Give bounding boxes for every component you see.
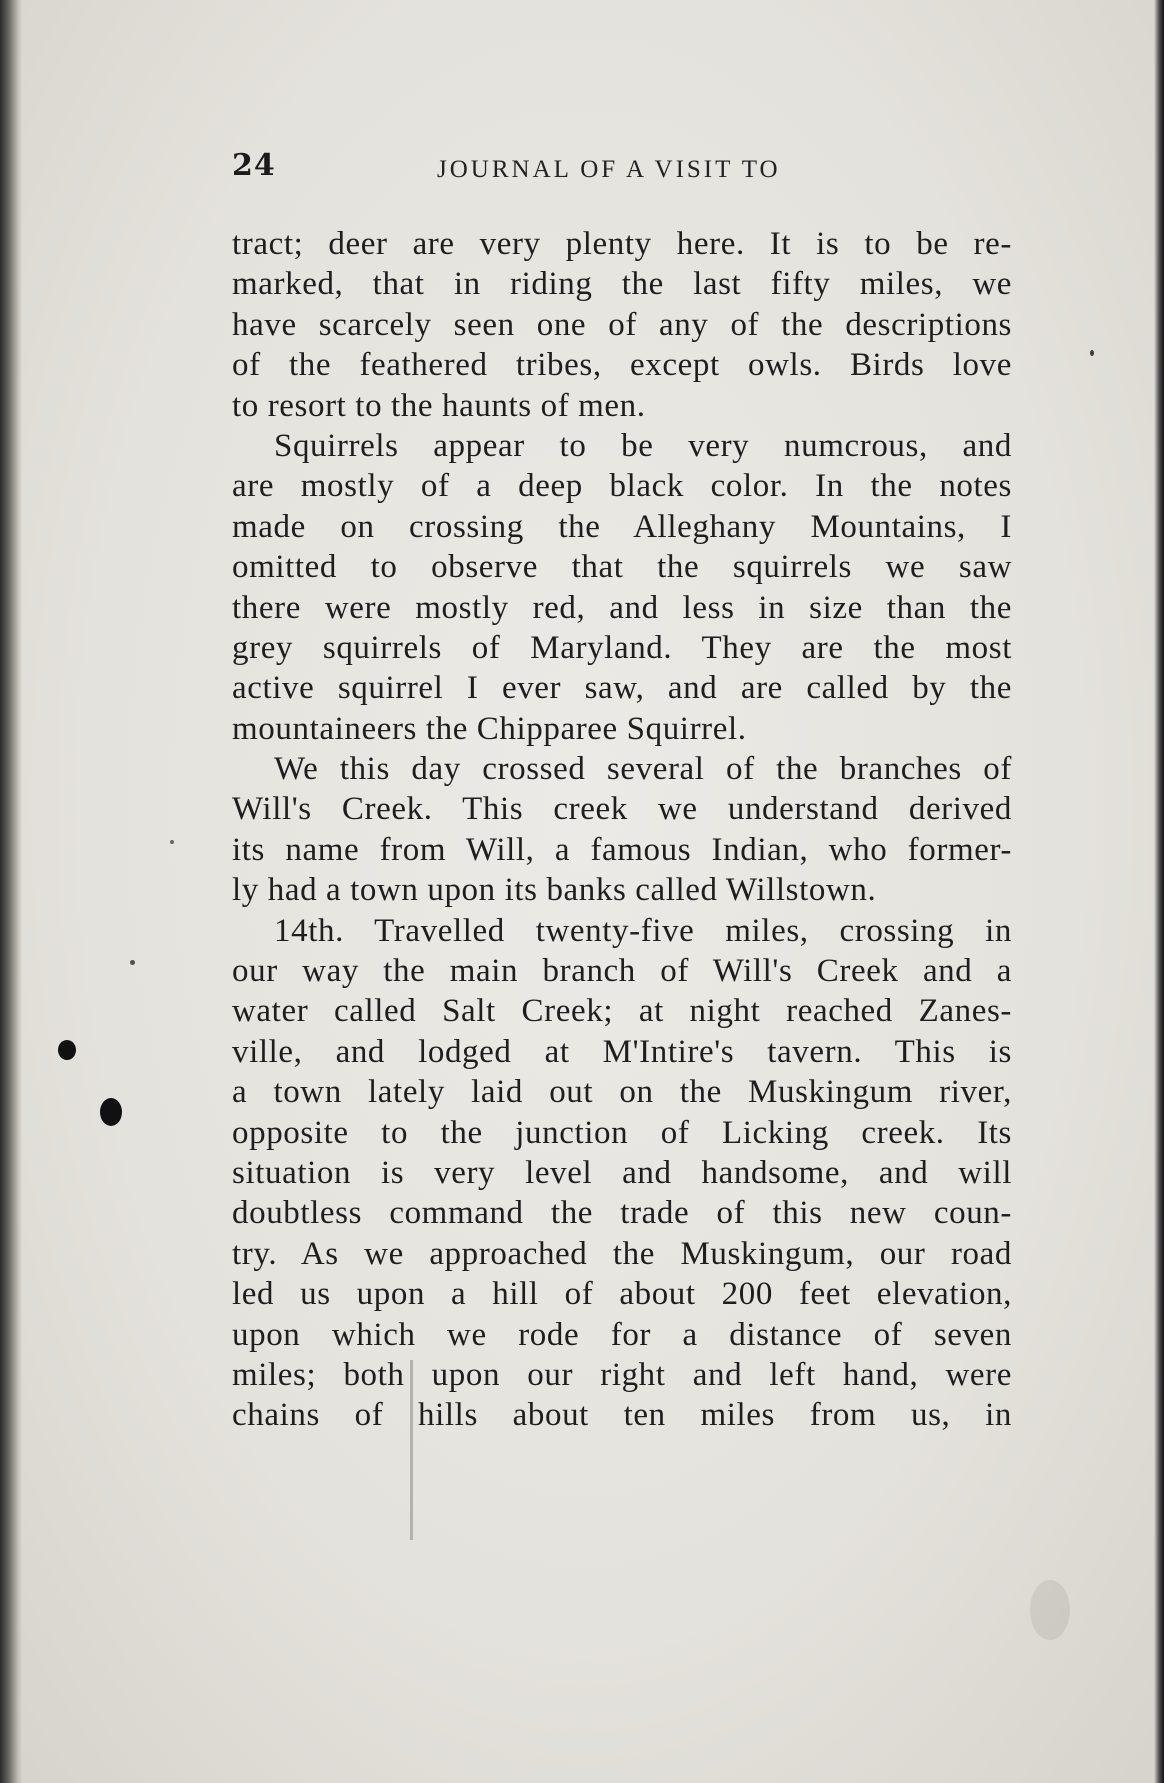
ink-spot xyxy=(100,1098,122,1126)
text-line: chains of hills about ten miles from us, in xyxy=(232,1397,1012,1434)
text-line: are mostly of a deep black color. In the notes xyxy=(232,468,1012,505)
text-line: grey squirrels of Maryland. They are the most xyxy=(232,629,1012,666)
text-line: opposite to the junction of Licking creek. Its xyxy=(232,1114,1012,1151)
paper-stain xyxy=(1030,1580,1070,1640)
text-line: of the feathered tribes, except owls. Birds love xyxy=(232,347,1012,384)
text-line: ly had a town upon its banks called Willstown. xyxy=(232,872,877,909)
text-line: there were mostly red, and less in size than the xyxy=(232,589,1012,626)
running-head: JOURNAL OF A VISIT TO xyxy=(437,156,781,183)
text-line: upon which we rode for a distance of seven xyxy=(232,1316,1012,1353)
text-line: active squirrel I ever saw, and are called by the xyxy=(232,670,1012,707)
text-line: a town lately laid out on the Muskingum river, xyxy=(232,1074,1012,1111)
text-line: doubtless command the trade of this new coun- xyxy=(232,1195,1012,1232)
text-line: our way the main branch of Will's Creek and a xyxy=(232,953,1012,990)
ink-fleck xyxy=(1090,350,1094,356)
page-number: 24 xyxy=(232,148,276,183)
body-text xyxy=(232,224,1012,1454)
ink-fleck xyxy=(130,960,135,965)
ink-fleck xyxy=(170,840,174,844)
text-line: water called Salt Creek; at night reached Zanes- xyxy=(232,993,1012,1030)
text-line: to resort to the haunts of men. xyxy=(232,387,646,424)
text-line: miles; both upon our right and left hand, were xyxy=(232,1356,1012,1393)
page-binding-shadow xyxy=(0,0,22,1783)
text-line: try. As we approached the Muskingum, our road xyxy=(232,1235,1012,1272)
text-line: situation is very level and handsome, and will xyxy=(232,1154,1012,1191)
text-line: tract; deer are very plenty here. It is to be re- xyxy=(232,226,1012,262)
text-line: omitted to observe that the squirrels we saw xyxy=(232,549,1012,586)
text-line: its name from Will, a famous Indian, who former- xyxy=(232,831,1012,868)
text-line: made on crossing the Alleghany Mountains, I xyxy=(232,508,1012,545)
text-line: have scarcely seen one of any of the descriptions xyxy=(232,306,1012,343)
text-line: 14th. Travelled twenty-five miles, crossing in xyxy=(274,912,1012,949)
page-edge-shadow xyxy=(1154,0,1164,1783)
page-header xyxy=(232,148,1012,192)
text-line: Will's Creek. This creek we understand derived xyxy=(232,791,1012,828)
text-line: We this day crossed several of the branches of xyxy=(274,751,1012,788)
text-line: marked, that in riding the last fifty miles, we xyxy=(232,266,1012,303)
text-line: ville, and lodged at M'Intire's tavern. This is xyxy=(232,1033,1012,1070)
text-line: mountaineers the Chipparee Squirrel. xyxy=(232,710,747,747)
ink-spot xyxy=(58,1040,76,1060)
text-line: led us upon a hill of about 200 feet elevation, xyxy=(232,1276,1012,1313)
text-line: Squirrels appear to be very numcrous, and xyxy=(274,427,1012,464)
